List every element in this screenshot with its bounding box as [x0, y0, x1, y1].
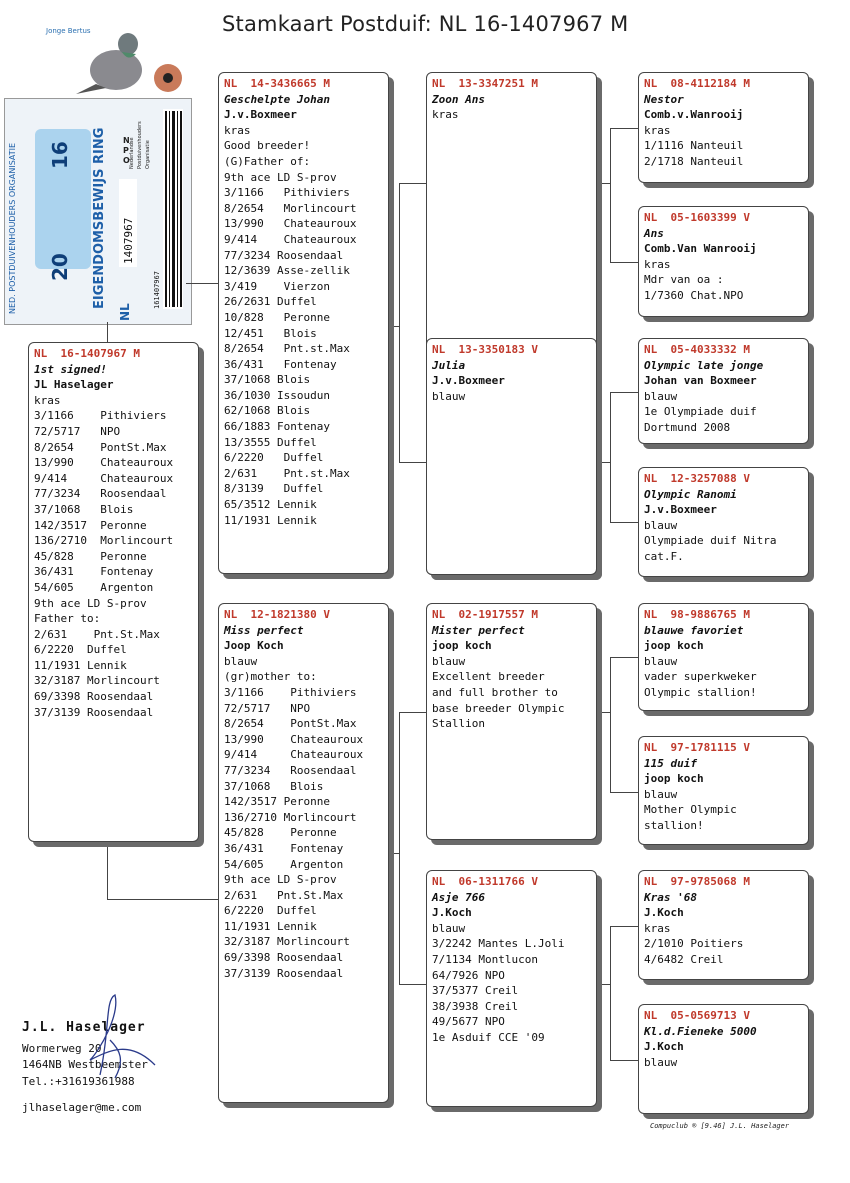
pigeon-name: Zoon Ans [432, 92, 485, 106]
breeder-city: 1464NB Westbeemster [22, 1058, 148, 1071]
connector-line [610, 792, 638, 793]
pigeon-info-line: 38/3938 Creil [432, 999, 519, 1013]
pigeon-info-line: 13/990 Chateauroux [224, 732, 364, 746]
pigeon-info-line: 6/2220 Duffel [224, 451, 324, 465]
stamp-npo-a: Nederlandse [129, 137, 135, 169]
connector-line [610, 926, 638, 927]
pigeon-info-line: 3/1166 Pithiviers [34, 409, 167, 423]
pigeon-name: Kl.d.Fieneke 5000 [644, 1024, 757, 1038]
connector-line [610, 522, 638, 523]
pigeon-info-line: kras [224, 123, 251, 137]
pigeon-info-line: 4/6482 Creil [644, 952, 724, 966]
pigeon-info-line: (gr)mother to: [224, 670, 317, 684]
pigeon-info-line: 9/414 Chateauroux [224, 748, 364, 762]
pigeon-info-line: 12/3639 Asse-zellik [224, 264, 350, 278]
stamp-npo-c: Organisatie [145, 140, 151, 169]
pigeon-info-line: Olympic stallion! [644, 685, 757, 699]
pigeon-info-line: 2/1010 Poitiers [644, 937, 744, 951]
pigeon-name: Geschelpte Johan [224, 92, 330, 106]
connector-line [186, 283, 219, 284]
stamp-year-b: 16 [48, 141, 72, 169]
ring-number: NL 13-3350183 V [432, 343, 538, 356]
pigeon-info-line: blauw [432, 389, 466, 403]
pigeon-info-line: 32/3187 Morlincourt [224, 935, 350, 949]
ring-number: NL 12-3257088 V [644, 472, 750, 485]
stamp-letter-p: P [123, 146, 129, 155]
pigeon-name: blauwe favoriet [644, 623, 744, 637]
pigeon-info-line: 2/631 Pnt.St.Max [34, 627, 160, 641]
pigeon-info-line: 3/419 Vierzon [224, 279, 330, 293]
stamp-barcode-no: 161407967 [153, 271, 161, 309]
pigeon-info-line: kras [432, 108, 459, 122]
pigeon-info-line: 9th ace LD S-prov [34, 596, 147, 610]
breeder-phone: Tel.:+31619361988 [22, 1074, 135, 1088]
pigeon-info-line: 62/1068 Blois [224, 404, 311, 418]
pigeon-info-line: 7/1134 Montlucon [432, 952, 538, 966]
stamp-letter-n: N [123, 136, 130, 145]
pigeon-info-line: blauw [432, 921, 466, 935]
pigeon-info-line: 72/5717 NPO [34, 424, 121, 438]
ring-number: NL 05-0569713 V [644, 1009, 750, 1022]
connector-line [610, 657, 611, 792]
ring-number: NL 97-1781115 V [644, 741, 750, 754]
pigeon-info-line: 8/2654 PontSt.Max [224, 717, 357, 731]
pigeon-info-line: 37/1068 Blois [224, 373, 311, 387]
ring-number: NL 98-9886765 M [644, 608, 750, 621]
pigeon-info-line: Father to: [34, 612, 101, 626]
pigeon-owner: Johan van Boxmeer [644, 374, 757, 388]
pigeon-info-line: Dortmund 2008 [644, 420, 731, 434]
connector-line [596, 712, 610, 713]
pigeon-owner: joop koch [644, 772, 704, 786]
pigeon-name: 115 duif [644, 756, 697, 770]
stamp-letter-o: O [123, 156, 130, 165]
pigeon-info-line: 11/1931 Lennik [224, 919, 317, 933]
pigeon-info-line: 8/2654 Pnt.st.Max [224, 342, 350, 356]
connector-line [610, 1060, 638, 1061]
stamp-cert: EIGENDOMSBEWIJS RING [92, 127, 107, 309]
connector-line [399, 462, 427, 463]
pigeon-info-line: 36/431 Fontenay [224, 841, 344, 855]
pigeon-info-line: vader superkweker [644, 670, 757, 684]
pigeon-info-line: 37/3139 Roosendaal [224, 966, 344, 980]
connector-line [596, 462, 610, 463]
pigeon-owner: Comb.Van Wanrooij [644, 242, 757, 256]
pigeon-card-mmm[interactable] [638, 1004, 809, 1114]
pigeon-card-ffm[interactable] [638, 206, 809, 317]
pigeon-card-mfm[interactable] [638, 736, 809, 845]
pigeon-info-line: 13/3555 Duffel [224, 435, 317, 449]
pigeon-info-line: cat.F. [644, 549, 684, 563]
ring-number: NL 05-4033332 M [644, 343, 750, 356]
pigeon-name: Olympic Ranomi [644, 487, 737, 501]
pigeon-info-line: 10/828 Peronne [224, 310, 330, 324]
connector-line [399, 183, 400, 462]
pigeon-info-line: 49/5677 NPO [432, 1015, 505, 1029]
pigeon-info-line: 11/1931 Lennik [224, 513, 317, 527]
pigeon-info-line: kras [644, 123, 671, 137]
pigeon-info-line: 8/2654 PontSt.Max [34, 440, 167, 454]
pigeon-info-line: 54/605 Argenton [224, 857, 344, 871]
connector-line [610, 926, 611, 1060]
pigeon-name: Asje 766 [432, 890, 485, 904]
pigeon-info-line: 1e Olympiade duif [644, 405, 757, 419]
pigeon-info-line: 9th ace LD S-prov [224, 873, 337, 887]
pigeon-info-line: 64/7926 NPO [432, 968, 505, 982]
ring-number: NL 05-1603399 V [644, 211, 750, 224]
pigeon-card-mother[interactable] [218, 603, 389, 1103]
pigeon-info-line: 136/2710 Morlincourt [34, 534, 174, 548]
connector-line [107, 899, 219, 900]
pigeon-info-line: 3/1166 Pithiviers [224, 685, 357, 699]
pigeon-info-line: 9/414 Chateauroux [34, 471, 174, 485]
signature-icon [70, 990, 160, 1080]
pigeon-info-line: 9/414 Chateauroux [224, 232, 357, 246]
connector-line [610, 128, 611, 262]
pigeon-info-line: Stallion [432, 717, 485, 731]
connector-line [107, 322, 108, 344]
pigeon-info-line: 36/431 Fontenay [224, 357, 337, 371]
pigeon-info-line: 36/1030 Issoudun [224, 388, 330, 402]
pigeon-info-line: 13/990 Chateauroux [34, 456, 174, 470]
pigeon-info-line: kras [644, 921, 671, 935]
pigeon-info-line: 45/828 Peronne [224, 826, 337, 840]
pigeon-info-line: 72/5717 NPO [224, 701, 311, 715]
pigeon-info-line: blauw [644, 787, 678, 801]
pigeon-info-line: 2/631 Pnt.St.Max [224, 888, 344, 902]
pigeon-info-line: blauw [224, 654, 258, 668]
pigeon-info-line: 77/3234 Roosendaal [34, 487, 167, 501]
ring-certificate [4, 98, 192, 325]
pigeon-info-line: 8/3139 Duffel [224, 482, 324, 496]
logo [36, 22, 186, 98]
breeder-name: J.L. Haselager [22, 1020, 146, 1035]
pigeon-info-line: 2/1718 Nanteuil [644, 154, 744, 168]
ring-number: NL 12-1821380 V [224, 608, 330, 621]
pigeon-info-line: 8/2654 Morlincourt [224, 201, 357, 215]
connector-line [399, 712, 400, 984]
pigeon-info-line: blauw [644, 518, 678, 532]
pigeon-name: Mister perfect [432, 623, 525, 637]
page-title: Stamkaart Postduif: NL 16-1407967 M [222, 12, 629, 36]
ring-number: NL 97-9785068 M [644, 875, 750, 888]
footer-credit: Compuclub ® [9.46] J.L. Haselager [650, 1122, 790, 1130]
pigeon-info-line: stallion! [644, 818, 704, 832]
connector-line [399, 183, 427, 184]
stamp-country: NL [118, 303, 132, 321]
stamp-ring-no: 1407967 [122, 217, 135, 264]
pigeon-owner: joop koch [432, 639, 492, 653]
pigeon-card-mmf[interactable] [638, 870, 809, 980]
pigeon-card-fmf[interactable] [638, 338, 809, 444]
connector-line [596, 183, 610, 184]
pigeon-owner: J.v.Boxmeer [432, 374, 505, 388]
pigeon-card-main[interactable] [28, 342, 199, 842]
pigeon-info-line: 37/3139 Roosendaal [34, 705, 154, 719]
pigeon-info-line: 11/1931 Lennik [34, 658, 127, 672]
pigeon-card-father[interactable] [218, 72, 389, 574]
pigeon-info-line: blauw [644, 654, 678, 668]
pigeon-owner: JL Haselager [34, 378, 114, 392]
pigeon-card-fmm[interactable] [638, 467, 809, 577]
pigeon-info-line: 66/1883 Fontenay [224, 420, 330, 434]
pigeon-info-line: 36/431 Fontenay [34, 565, 154, 579]
pigeon-info-line: 69/3398 Roosendaal [224, 951, 344, 965]
pigeon-info-line: 9th ace LD S-prov [224, 170, 337, 184]
pigeon-info-line: 65/3512 Lennik [224, 498, 317, 512]
pigeon-info-line: 32/3187 Morlincourt [34, 674, 160, 688]
breeder-street: Wormerweg 20 [22, 1041, 102, 1055]
pigeon-info-line: and full brother to [432, 685, 558, 699]
stamp-year-a: 20 [48, 253, 72, 281]
pigeon-info-line: 69/3398 Roosendaal [34, 690, 154, 704]
pigeon-info-line: blauw [644, 389, 678, 403]
pigeon-card-mm[interactable] [426, 870, 597, 1107]
connector-line [107, 842, 108, 899]
pigeon-info-line: 6/2220 Duffel [34, 643, 127, 657]
pigeon-name: Ans [644, 226, 664, 240]
pigeon-info-line: 6/2220 Duffel [224, 904, 317, 918]
pigeon-info-line: 26/2631 Duffel [224, 295, 317, 309]
ring-number: NL 02-1917557 M [432, 608, 538, 621]
pigeon-owner: Comb.v.Wanrooij [644, 108, 744, 122]
pigeon-owner: J.Koch [644, 906, 684, 920]
ring-number: NL 06-1311766 V [432, 875, 538, 888]
connector-line [388, 326, 399, 327]
pigeon-info-line: 1/1116 Nanteuil [644, 139, 744, 153]
pigeon-info-line: 1/7360 Chat.NPO [644, 288, 744, 302]
pigeon-info-line: 1e Asduif CCE '09 [432, 1030, 545, 1044]
pigeon-info-line: Mother Olympic [644, 803, 737, 817]
pigeon-name: Olympic late jonge [644, 358, 764, 372]
pigeon-info-line: Mdr van oa : [644, 273, 724, 287]
connector-line [399, 984, 427, 985]
pigeon-info-line: 37/1068 Blois [34, 502, 134, 516]
pigeon-photo-icon [36, 22, 186, 98]
pigeon-info-line: 37/5377 Creil [432, 984, 519, 998]
connector-line [610, 392, 638, 393]
pigeon-owner: Joop Koch [224, 639, 284, 653]
pigeon-info-line: base breeder Olympic [432, 701, 565, 715]
logo-brand: Jonge Bertus [46, 27, 91, 35]
connector-line [388, 853, 399, 854]
connector-line [610, 657, 638, 658]
pigeon-card-mf[interactable] [426, 603, 597, 840]
connector-line [596, 984, 610, 985]
pigeon-owner: J.v.Boxmeer [644, 503, 717, 517]
pigeon-info-line: Good breeder! [224, 139, 311, 153]
pigeon-info-line: blauw [432, 654, 466, 668]
pigeon-info-line: Excellent breeder [432, 670, 545, 684]
ring-number: NL 14-3436665 M [224, 77, 330, 90]
connector-line [610, 392, 611, 522]
pigeon-name: Julia [432, 358, 466, 372]
pigeon-info-line: (G)Father of: [224, 154, 311, 168]
pigeon-name: Miss perfect [224, 623, 304, 637]
pigeon-owner: J.v.Boxmeer [224, 108, 297, 122]
pigeon-info-line: 136/2710 Morlincourt [224, 810, 357, 824]
stamp-npo-b: Postduivenhouders [137, 121, 143, 169]
pigeon-info-line: 142/3517 Peronne [34, 518, 147, 532]
ring-number: NL 13-3347251 M [432, 77, 538, 90]
pigeon-info-line: Olympiade duif Nitra [644, 534, 777, 548]
pigeon-info-line: 54/605 Argenton [34, 580, 154, 594]
pigeon-info-line: kras [644, 257, 671, 271]
pigeon-info-line: 12/451 Blois [224, 326, 317, 340]
pigeon-info-line: 2/631 Pnt.st.Max [224, 466, 350, 480]
stamp-org: NED. POSTDUIVENHOUDERS ORGANISATIE [8, 142, 17, 314]
pigeon-owner: joop koch [644, 639, 704, 653]
pigeon-info-line: 3/2242 Mantes L.Joli [432, 937, 565, 951]
pigeon-info-line: 3/1166 Pithiviers [224, 186, 350, 200]
pigeon-info-line: 37/1068 Blois [224, 779, 324, 793]
pigeon-info-line: kras [34, 393, 61, 407]
pigeon-card-mff[interactable] [638, 603, 809, 711]
ring-number: NL 08-4112184 M [644, 77, 750, 90]
connector-line [610, 128, 638, 129]
pigeon-info-line: blauw [644, 1055, 678, 1069]
pigeon-info-line: 45/828 Peronne [34, 549, 147, 563]
pigeon-card-fff[interactable] [638, 72, 809, 183]
breeder-email[interactable]: jlhaselager@me.com [22, 1101, 142, 1114]
pigeon-name: 1st signed! [34, 362, 107, 376]
pigeon-info-line: 77/3234 Roosendaal [224, 248, 344, 262]
pigeon-owner: J.Koch [644, 1040, 684, 1054]
barcode-icon [163, 109, 183, 309]
pigeon-name: Kras '68 [644, 890, 697, 904]
ring-number: NL 16-1407967 M [34, 347, 140, 360]
pigeon-info-line: 77/3234 Roosendaal [224, 763, 357, 777]
connector-line [399, 712, 427, 713]
pigeon-name: Nestor [644, 92, 684, 106]
pigeon-card-fm[interactable] [426, 338, 597, 575]
pigeon-owner: J.Koch [432, 906, 472, 920]
pigeon-info-line: 142/3517 Peronne [224, 795, 330, 809]
connector-line [610, 262, 638, 263]
pigeon-info-line: 13/990 Chateauroux [224, 217, 357, 231]
